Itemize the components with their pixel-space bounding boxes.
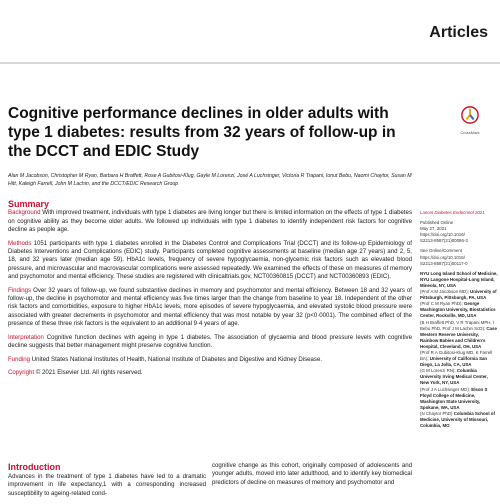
- background-text: With improved treatment, individuals with type 1 diabetes are living longer but there is limited information on the effects of type 1 diabetes on cognitive ability as they become older adults. We followed up individuals with type 1 diabetes to identify independent risk factors for cognitive decline as people age.: [8, 209, 412, 234]
- introduction-column-1: Advances in the treatment of type 1 diabetes have led to a dramatic improvement in life expectancy,1 with a corresponding increased susceptibility to ageing-related cond-: [8, 473, 206, 497]
- affiliation-3-person: (B H Braffett PhD, V R Trapani MPH, I Bebu PhD, Prof J M Lachin ScD);: [420, 319, 495, 331]
- affiliation-1-person: (Prof A M Jacobson MD);: [420, 289, 469, 295]
- summary-interpretation: [8, 334, 412, 351]
- methods-text: 1051 participants with type 1 diabetes enrolled in the Diabetes Control and Complications Trial (DCCT) and its follow-up Epidemiology of Diabetes Interventions and Complications (EDIC) study. Participants completed cognitive assessments at baseline (median age 27 years) and 2, 5, 18, and 32 years later (median age 59). HbA1c levels, frequency of severe hypoglycaemia, non-glycemic risk factors such as elevated blood pressure, and microvascular and macrovascular complications were assessed repeatedly. We examined the effects of these on measures of memory and psychomotor and mental efficiency. These studies are registered with clinicaltrials.gov, NCT00360815 (DCCT) and NCT00360893 (EDIC).: [8, 239, 412, 281]
- affiliation-4-person: (Prof R A Gubitosi-Klug MD, K Farrell BA);: [420, 349, 493, 362]
- copyright-text: © 2021 Elsevier Ltd. All rights reserved.: [35, 368, 143, 376]
- affiliation-4: Case Western Reserve University, Rainbow Babies and Children's Hospital, Cleveland, OH, USA: [420, 325, 497, 349]
- affiliation-5: University of California San Diego, La Jolla, CA, USA: [420, 356, 488, 368]
- affiliation-6-person: (Prof J A Luchsinger MD);: [420, 386, 471, 392]
- interpretation-text: Cognitive function declines with ageing in type 1 diabetes. The association of glycaemia and blood pressure levels with cognitive decline suggests that better management might preserve cognitive function.: [8, 333, 412, 350]
- affiliation-3: George Washington University, Biostatistics Center, Rockville, MD, USA: [420, 301, 496, 319]
- funding-label: Funding: [8, 355, 31, 363]
- methods-label: Methods: [8, 239, 32, 247]
- section-label: Articles: [429, 24, 488, 41]
- introduction-heading: Introduction: [8, 462, 61, 472]
- copyright-label: Copyright: [8, 368, 35, 376]
- affiliation-5-person: (G M Lorenzi RN);: [420, 368, 456, 374]
- article-sidebar: [420, 210, 498, 429]
- affiliation-2-person: (Prof C M Ryan PhD);: [420, 301, 463, 307]
- affiliation-7-person: (N Chaytor PhD): [420, 410, 453, 416]
- crossmark-badge[interactable]: [452, 106, 488, 146]
- doi-link-1b[interactable]: S2213-8587(21)00086-3: [420, 238, 468, 244]
- published-label: Published Online: [420, 220, 454, 226]
- crossmark-label: CrossMark: [460, 130, 480, 135]
- see-online-label: See Online/Comment: [420, 248, 462, 254]
- crossmark-icon: [461, 106, 479, 124]
- page-header: [0, 0, 500, 62]
- article-title: Cognitive performance declines in older adults with type 1 diabetes: results from 32 years of follow-up in the DCCT and EDIC Study: [8, 105, 396, 160]
- header-rule: [0, 62, 500, 64]
- published-date: May 27, 2021: [420, 226, 447, 232]
- background-label: Background: [8, 209, 41, 217]
- summary-methods: [8, 240, 412, 282]
- findings-text: Over 32 years of follow-up, we found substantive declines in memory and psychomotor and mental efficiency. Between 18 and 32 years of follow-up, the decline in psychomotor and mental efficiency was five times larger than the change from baseline to year 18. Independent of the other risk factors and comorbidities, exposure to higher HbA1c levels, more episodes of severe hypoglycaemia, and elevated systolic blood pressure were associated with greater decrements in psychomotor and mental efficiency that was most notable by year 32 (p<0·0001). The combined effect of the presence of these three risk factors is the equivalent to an additional 9·4 years of age.: [8, 286, 412, 328]
- doi-link-2b[interactable]: S2213-8587(21)00117-0: [420, 260, 468, 266]
- doi-link-2a[interactable]: https://doi.org/10.1016/: [420, 254, 465, 260]
- doi-link-1a[interactable]: https://doi.org/10.1016/: [420, 232, 465, 238]
- affiliation-7: Elson S Floyd College of Medicine, Washington State University, Spokane, WA, USA: [420, 386, 488, 410]
- affiliation-6: Columbia University Irving Medical Center, New York, NY, USA: [420, 368, 488, 386]
- summary-funding: [8, 356, 412, 364]
- affiliation-1: NYU Long Island School of Medicine, NYU Langone Hospital-Long Island, Mineola, NY, USA: [420, 270, 498, 288]
- summary-heading: Summary: [8, 199, 50, 209]
- summary-background: [8, 209, 412, 234]
- interpretation-label: Interpretation: [8, 333, 44, 341]
- journal-citation: Lancet Diabetes Endocrinol 2021: [420, 210, 485, 215]
- introduction-column-2: cognitive change as this cohort, originally composed of adolescents and younger adults, moved into later adulthood, and to identify key biomedical predictors of decline on measures of memory and psychomotor and: [212, 462, 412, 486]
- summary-findings: [8, 287, 412, 329]
- findings-label: Findings: [8, 286, 32, 294]
- author-list: Alan M Jacobson, Christopher M Ryan, Barbara H Braffett, Rose A Gubitosi-Klug, Gayle M Lorenzi, José A Luchsinger, Victoria R Trapani, Ionut Bebu, Naomi Chaytor, Susan M Hitt, Kaleigh Farrell, John M Lachin, and the DCCT/EDIC Research Group: [8, 173, 412, 187]
- affiliation-2: University of Pittsburgh, Pittsburgh, PA, USA: [420, 289, 497, 301]
- funding-text: United States National Institutes of Health, National Institute of Diabetes and Digestive and Kidney Disease.: [31, 355, 323, 363]
- summary-section: [8, 200, 412, 382]
- affiliation-8: Columbia School of Medicine, University of Missouri, Columbia, MO: [420, 410, 495, 429]
- summary-copyright: [8, 369, 412, 377]
